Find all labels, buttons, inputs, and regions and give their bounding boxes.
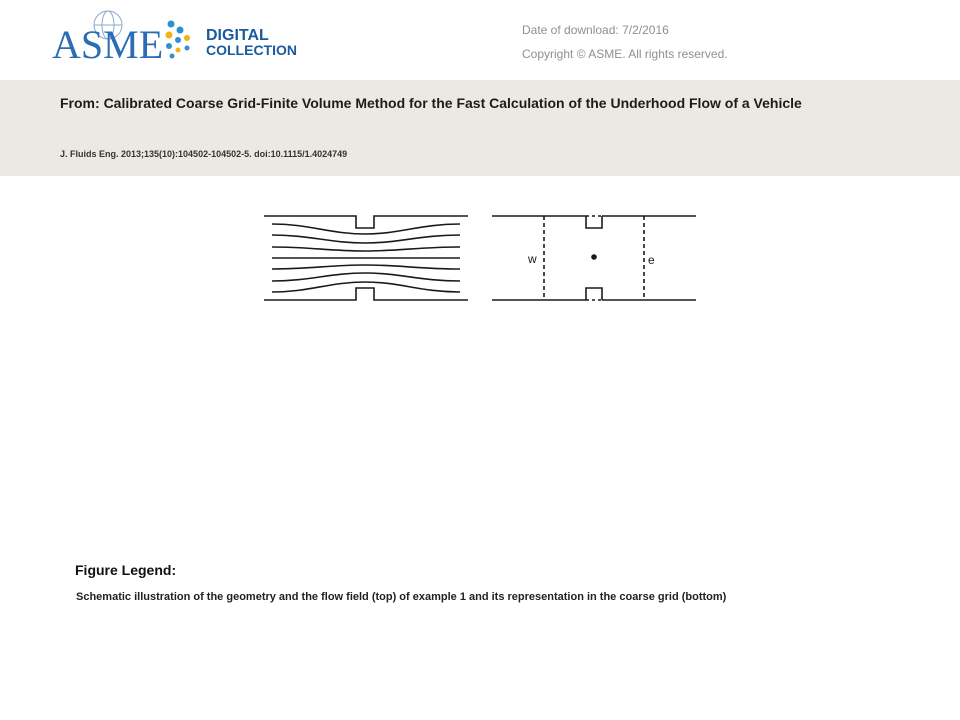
download-date: 7/2/2016 [622, 23, 669, 37]
streamline [272, 235, 460, 243]
streamline [272, 224, 460, 234]
from-label: From: [60, 95, 100, 111]
figure-legend-heading: Figure Legend: [75, 562, 177, 578]
grid-top-obstacle [586, 216, 602, 228]
article-title-text: Calibrated Coarse Grid-Finite Volume Method for the Fast Calculation of the Underhood Flow of a Vehicle [103, 95, 802, 111]
dots-icon [166, 21, 191, 59]
figure-image [262, 208, 702, 308]
article-title [60, 94, 880, 112]
channel-top-wall [264, 216, 468, 228]
logo-digital: DIGITAL [206, 27, 269, 44]
download-date-row [522, 18, 728, 42]
logo-collection: COLLECTION [206, 42, 297, 58]
cell-center-point [591, 254, 597, 260]
asme-wordmark: ASME [52, 22, 164, 67]
streamline [272, 273, 460, 281]
flow-field-schematic [264, 216, 468, 300]
article-citation: J. Fluids Eng. 2013;135(10):104502-104502-5. doi:10.1115/1.4024749 [60, 149, 348, 159]
grid-bottom-obstacle [586, 288, 602, 300]
streamline [272, 265, 460, 269]
west-face-label: w [528, 252, 537, 266]
copyright-text: Copyright © ASME. All rights reserved. [522, 47, 728, 61]
east-face-label: e [648, 253, 655, 267]
figure-legend-text: Schematic illustration of the geometry and the flow field (top) of example 1 and its representation in the coarse grid (bottom) [76, 591, 727, 603]
streamline [272, 282, 460, 292]
asme-digital-collection-logo[interactable] [48, 8, 338, 70]
streamline [272, 247, 460, 251]
download-date-label: Date of download: [522, 23, 619, 37]
download-meta [522, 18, 728, 66]
channel-bottom-wall [264, 288, 468, 300]
